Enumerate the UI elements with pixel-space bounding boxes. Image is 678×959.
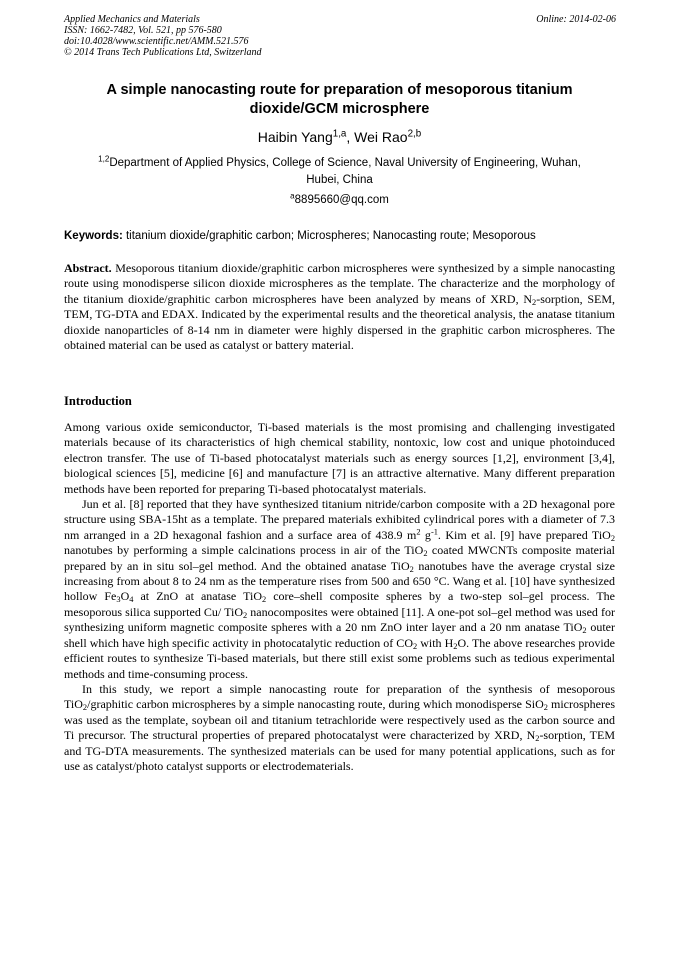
author-2: Wei Rao: [354, 129, 408, 145]
subscript: 2: [243, 610, 248, 620]
journal-name: Applied Mechanics and Materials: [64, 14, 200, 25]
subscript: 2: [535, 734, 540, 744]
author-2-affiliation: 2,b: [407, 128, 422, 140]
paragraph-3: [64, 682, 615, 774]
affiliation-marker: 1,2: [98, 154, 110, 164]
superscript: 2: [416, 527, 421, 537]
author-list: [64, 128, 615, 146]
text-run: -sorption, TEM and TG-DTA measurements. The synthesized materials can be used for many potential applications, such as for use as catalyst/photo catalyst supports or electrodematerials.: [64, 728, 615, 773]
text-run: core–shell composite spheres by a two-step sol–gel process. The mesoporous silica supported Cu/ TiO: [64, 589, 615, 619]
text-run: microspheres was used as the template, soybean oil and titanium tetrachloride were respectively used as the carbon source and Ti precursor. The structural properties of prepared photocatalyst were characterized by XRD, N: [64, 697, 615, 743]
email-address: 8895660@qq.com: [294, 194, 389, 206]
text-run: nanocomposites were obtained [11]. A one-pot sol–gel method was used for synthesizing uniform magnetic composite spheres with a 20 nm ZnO inter layer and a 20 nm anatase TiO: [64, 604, 615, 635]
subscript: 2: [582, 626, 587, 636]
journal-header: [64, 14, 262, 58]
keywords: [64, 229, 615, 244]
subscript: 2: [262, 595, 267, 605]
author-1: Haibin Yang: [257, 129, 333, 145]
subscript: 2: [82, 703, 88, 713]
journal-doi: doi:10.4028/www.scientific.net/AMM.521.576: [64, 36, 249, 47]
text-run: O. The above researches provide efficient routes to synthesize Ti-based materials, but there still exist some problems such as tedious experimental methods and time-consuming process.: [64, 635, 615, 681]
text-run: coated MWCNTs composite material prepared by an in situ sol–gel method. And the obtained anatase TiO: [64, 543, 615, 573]
text-run: nanotubes by performing a simple calcinations process in air of the TiO: [64, 543, 424, 558]
paragraph-2: [64, 497, 615, 682]
subscript: 2: [532, 297, 537, 307]
paragraph-1: Among various oxide semiconductor, Ti-based materials is the most promising and challenging investigated materials because of its characteristics of high chemical stability, nontoxic, low cost and unique photoinduced electron transfer. The use of Ti-based photocatalyst materials such as energy sources [1,2], environment [3,4], biological sciences [5], medicine [6] and manufacture [7] is an attractive alternative. Many different preparation methods have been reported for preparing Ti-based photocatalyst materials.: [64, 420, 615, 496]
subscript: 2: [412, 641, 418, 651]
title-line-1: A simple nanocasting route for preparation of mesoporous titanium: [106, 82, 573, 98]
keywords-text: titanium dioxide/graphitic carbon; Microspheres; Nanocasting route; Mesoporous: [122, 230, 536, 242]
paper-title: [64, 81, 615, 119]
affiliation: [64, 155, 615, 189]
subscript: 2: [543, 703, 548, 713]
online-date: Online: 2014-02-06: [536, 14, 616, 25]
text-run: Jun et al. [8] reported that they have synthesized titanium nitride/carbon composite with a 2D hexagonal pore structure using SBA-15ht as a template. The prepared materials exhibited cylindrical pores with a diameter of 7.3 nm arranged in a 2D hexagonal fashion and a surface area of 438.9 m: [64, 497, 615, 542]
title-line-2: dioxide/GCM microsphere: [249, 101, 430, 117]
text-run: at ZnO at anatase TiO: [133, 589, 262, 604]
subscript: 3: [116, 595, 121, 605]
superscript: -1: [430, 527, 438, 537]
subscript: 2: [423, 549, 428, 559]
abstract-text: -sorption, SEM, TEM, TG-DTA and EDAX. Indicated by the experimental results and the theoretical analysis, the anatase titanium dioxide nanoparticles of 8-14 nm in diameter were highly dispersed in the graphitic carbon microspheres. The obtained material can be used as catalyst or battery material.: [64, 291, 616, 353]
subscript: 2: [453, 641, 458, 651]
text-run: O: [120, 589, 130, 604]
text-run: /graphitic carbon microspheres by a simple nanocasting route, during which monodisperse SiO: [87, 697, 544, 712]
abstract-text: Mesoporous titanium dioxide/graphitic carbon microspheres were synthesized by a simple nanocasting route using monodisperse silicon dioxide microspheres as the template. The characterize and the morphology of the titanium dioxide/graphitic carbon microspheres have been analyzed by means of XRD, N: [64, 261, 615, 306]
affiliation-line-1: Department of Applied Physics, College of Science, Naval University of Engineering, Wuhan,: [109, 157, 581, 169]
email-marker: a: [290, 191, 295, 201]
abstract-label: Abstract.: [64, 261, 112, 275]
author-separator: ,: [346, 129, 355, 145]
subscript: 4: [129, 595, 134, 605]
subscript: 2: [610, 533, 616, 543]
text-run: g: [420, 527, 431, 542]
subscript: 2: [409, 564, 414, 574]
journal-copyright: © 2014 Trans Tech Publications Ltd, Switzerland: [64, 47, 262, 58]
text-run: outer shell which have high specific activity in photocatalytic reduction of CO: [64, 620, 615, 650]
text-run: . Kim et al. [9] have prepared TiO: [437, 527, 611, 542]
text-run: In this study, we report a simple nanocasting route for preparation of the synthesis of mesoporous TiO: [64, 681, 615, 712]
text-run: nanotubes have the average crystal size increasing from about 8 to 24 nm as the temperature rises from 500 and 650 °C. Wang et al. [10] have synthesized hollow Fe: [64, 558, 615, 604]
section-heading-introduction: Introduction: [64, 394, 132, 408]
author-1-affiliation: 1,a: [332, 128, 347, 140]
introduction-body: [64, 420, 615, 774]
text-run: with H: [417, 635, 454, 650]
keywords-label: Keywords:: [64, 230, 123, 242]
affiliation-line-2: Hubei, China: [306, 174, 373, 186]
journal-issn: ISSN: 1662-7482, Vol. 521, pp 576-580: [64, 25, 222, 36]
contact-email: [64, 193, 615, 208]
abstract: [64, 261, 615, 353]
